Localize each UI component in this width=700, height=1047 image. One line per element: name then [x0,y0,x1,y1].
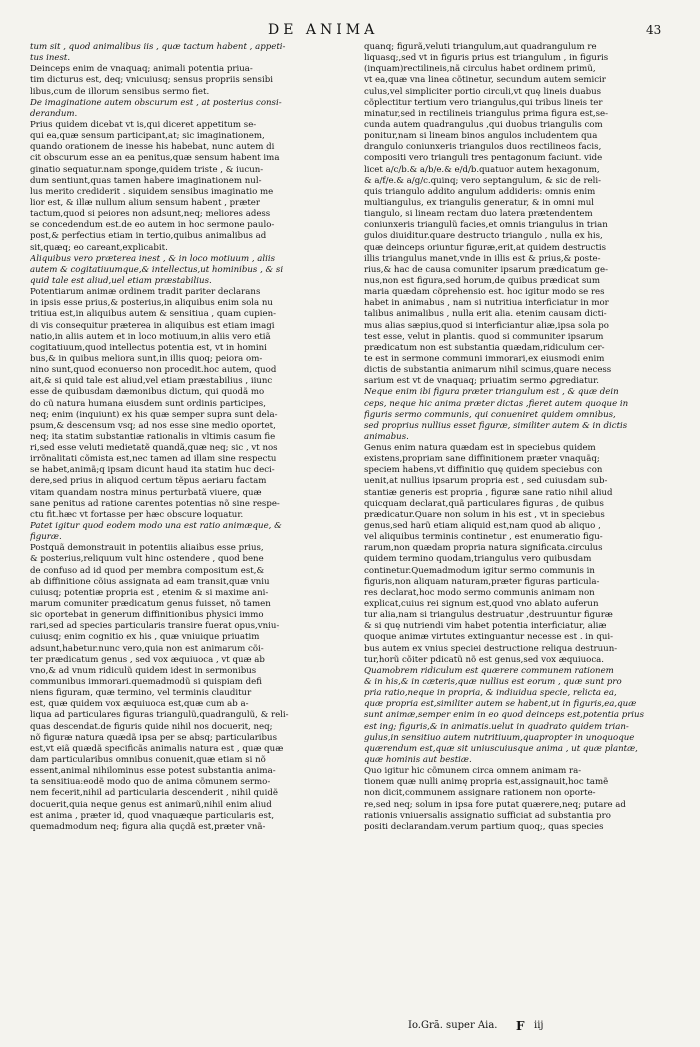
text-line: nino sunt,quod econuerso non procedit.hoc autem, quod [30,365,277,376]
text-line: Quo igitur hic cõmunem circa omnem animam ra- [364,766,582,777]
text-line: lior est, & illæ nullum alium sensum habent , præter [30,197,260,208]
text-line: ctu fit.hæc vt fortasse per hæc obscure loquatur. [30,509,244,520]
text-line: ter prædicatum genus , sed vox æquiuoca , vt quæ ab [30,654,265,665]
text-line: quæ deinceps oriuntur figuræ,erit,at quidem destructis [364,242,607,253]
page-number: 43 [646,23,662,37]
text-line: est ing; figuris,& in animatis.uelut in quadrato quidem trian- [364,721,629,732]
text-line: ceps, neque hic anima præter dictas ,fieret autem quoque in [364,398,629,409]
text-line: quicquam declarat,quã particulares figuras , de quibus [364,498,604,509]
text-line: coniunxeris triangulũ facies,et omnis triangulus in trian [364,220,608,231]
text-line: & a/f/e.& a/g/c.quinq; vero septangulum, & sic de reli- [364,175,602,186]
text-line: nus,non est figura,sed horum,de quibus prædicat sum [364,275,600,286]
text-line: cit obscurum esse an ea penitus,quæ sensum habent ima [30,153,280,164]
text-line: est,vt eiã quædã specificãs animalis natura est , quæ quæ [30,743,284,754]
text-line: libus,cum de illorum sensibus sermo fiet. [30,86,210,97]
text-line: Postquã demonstrauit in potentiis aliaibus esse prius, [30,543,264,554]
text-line: lus merito crediderit . siquidem sensibus imaginatio me [30,186,274,197]
text-line: ri,sed esse veluti medietatẽ quandã,quæ neq; sic , vt nos [30,443,278,454]
text-line: dere,sed prius in aliquod certum tẽpus aeriaru factam [30,476,267,487]
text-line: mus alias sæpius,quod si interficiantur aliæ,ipsa sola po [364,320,609,331]
text-line: post,& perfectius etiam in tertio,quibus animalibus ad [30,231,267,242]
text-line: tus inest. [30,53,71,64]
text-line: vt ea,quæ vna linea cõtinetur, secundum autem semicir [364,75,606,86]
text-line: prædicatum non est substantia quædam,ridiculum cer- [364,342,605,353]
text-line: figuræ. [30,532,62,543]
text-line: est anima , præter id, quod vnaquæque particularis est, [30,810,275,821]
text-line: quærendum est,quæ sit uniuscuiusque anima , ut quæ plantæ, [364,743,638,754]
text-line: Patet igitur quod eodem modo una est ratio animæque, & [30,521,282,532]
text-line: do cũ natura humana eiusdem sunt ordinis participes, [30,398,266,409]
right-text-column [364,42,660,833]
text-line: liquasq;,sed vt in figuris prius est triangulum , in figuris [364,53,609,64]
text-line: multiangulus, ex triangulis generatur, & in omni mul [364,197,595,208]
text-line: de confuso ad id quod per membra compositum est,& [30,565,265,576]
text-line: uenit,at nullius ipsarum propria est , sed cuiusdam sub- [364,476,608,487]
text-line: quando orationem de inesse his habebat, nunc autem di [30,142,275,153]
text-line: test esse, velut in plantis. quod si communiter ipsarum [364,331,604,342]
text-line: & posterius,reliquum vult hinc ostendere , quod bene [30,554,264,565]
text-line: rari,sed ad species particularis transire fuerat opus,vniu- [30,621,280,632]
text-line: ta sensitiua:eodẽ modo quo de anima cõmunem sermo- [30,777,271,788]
text-line: cunda autem quadrangulus ,qui duobus triangulis com [364,119,603,130]
text-line: bus,& in quibus meliora sunt,in illis quoq; peiora om- [30,353,263,364]
signature-letter: F [516,1019,525,1033]
text-line: pria ratio,neque in propria, & indiuidua specie, relicta ea, [364,688,617,699]
text-line: tritiua est,in aliquibus autem & sensitiua , quam cupien- [30,309,277,320]
text-line: tum sit , quod animalibus iis , quæ tactum habent , appeti- [30,42,286,52]
text-line: illis triangulus manet,vnde in illis est & prius,& poste- [364,253,601,264]
text-line: neq; enim (inquiunt) ex his quæ semper supra sunt dela- [30,409,278,420]
text-line: figuris,non aliquam naturam,præter figuras particula- [364,576,600,587]
text-line: & in his,& in cæteris,quæ nullius est eorum , quæ sunt pro [364,677,622,688]
signature-number: iij [534,1020,544,1031]
text-line: derandum. [30,108,78,119]
text-line: rius,& hac de causa comuniter ipsarum prædicatum ge- [364,264,609,275]
text-line: maria quædam cõprehensio est. hoc igitur modo se res [364,287,605,298]
text-line: cogitatiuum,quod intellectus potentia est, vt in homini [30,342,267,353]
text-line: quidem termino quodam,triangulus vero quibusdam [364,554,592,565]
text-line: quanq; figurã,veluti triangulum,aut quadrangulum re [364,42,597,52]
text-line: vno,& ad vnum ridiculũ quidem idest in sermonibus [30,665,257,676]
text-line: drangulo coniunxeris triangulos duos rectilineos facis, [364,142,602,153]
text-line: cuiusq; enim cognitio ex his , quæ vniuique priuatim [30,632,260,643]
text-line: niens figuram, quæ termino, vel terminis clauditur [30,688,252,699]
text-line: compositi vero trianguli tres pentagonum faciunt. vide [364,153,603,164]
text-line: habet in animabus , nam si nutritiua interficiatur in mor [364,298,609,309]
text-line: nem fecerit,nihil ad particularia descenderit , nihil quidẽ [30,788,278,799]
text-line: tionem quæ nulli animę propria est,assignauit,hoc tamẽ [364,777,609,788]
text-line: bus autem ex vnius speciei destructione reliqua destruun- [364,643,618,654]
text-line: minatur,sed in rectilineis triangulus prima figura est,se- [364,108,609,119]
text-line: quæ hominis aut bestiæ. [364,755,472,765]
text-line: quoque animæ virtutes extinguantur necesse est . in qui- [364,632,614,643]
text-line: Deinceps enim de vnaquaq; animali potentia priua- [30,64,253,75]
text-line: se concedendum est.de eo autem in hoc sermone paulo- [30,220,275,231]
text-line: ab diffinitione cõius assignata ad eam transit,quæ vniu [30,576,270,587]
text-line: liqua ad particulares figuras triangulũ,quadrangulũ, & reli- [30,710,289,721]
text-line: existens,propriam sane diffinitionem præter vnaquãq; [364,454,600,465]
running-head: DE ANIMA [268,22,379,38]
text-line: prædicatur.Quare non solum in his est , vt in speciebus [364,509,605,520]
text-line: talibus animalibus , nulla erit alia. etenim causam dicti- [364,309,607,320]
text-line: gulus,in sensitiuo autem nutritiuum,quapropter in unoquoque [364,732,635,743]
text-line: & si quę nutriendi vim habet potentia interficiatur, aliæ [364,621,607,632]
text-line: dictis de substantia animarum nihil scimus,quare necess [364,365,612,376]
text-line: Quamobrem ridiculum est quærere communem rationem [364,665,614,676]
text-line: sit,quæq; eo careant,explicabit. [30,242,168,253]
page-header [0,22,700,44]
text-line: sic oportebat in generum diffinitionibus physici immo [30,610,264,621]
text-line: psum,& descensum vsq; ad nos esse sine medio oportet, [30,420,276,431]
text-line: sarium est vt de vnaquaq; priuatim sermo ꝓgrediatur. [364,376,600,387]
text-line: esse de quibusdam dæmonibus dictum, qui quodã mo [30,387,265,398]
text-line: sed proprius nullius esset figuræ, similiter autem & in dictis [364,420,628,431]
text-line: autem & cogitatiuumque,& intellectus,ut hominibus , & si [30,264,284,275]
text-line: speciem habens,vt diffinitio quę quidem speciebus con [364,465,603,476]
text-line: ponitur,nam si lineam binos angulos includentem qua [364,131,598,142]
text-line: essent,animal nihilominus esse potest substantia anima- [30,766,276,777]
text-line: tur,horũ cõiter pdicatũ nõ est genus,sed vox æquiuoca. [364,654,604,665]
text-line: se habet,animã;q ipsam dicunt haud ita statim huc deci- [30,465,275,476]
text-line: neq; ita statim substantiæ rationalis in vltimis casum fie [30,431,276,442]
text-line: De imaginatione autem obscurum est , at posterius consi- [30,97,282,108]
text-line: quemadmodum neq; figura alia quçdã est,præter vnã- [30,821,266,832]
text-line: adsunt,habetur.nunc vero,quia non est animarum cõi- [30,643,264,654]
text-line: communibus immorari.quemadmodũ si quispiam defi [30,677,262,688]
text-line: ait,& si quid tale est aliud,vel etiam præstabilius , iiunc [30,376,273,387]
text-line: quis triangulo addito angulum addideris: omnis enim [364,186,596,197]
text-line: nõ figuræ natura quædã ipsa per se absq; particularibus [30,732,277,743]
text-line: quas descendat.de figuris quide nihil nos docuerit, neq; [30,721,273,732]
text-line: Prius quidem dicebat vt is,qui diceret appetitum se- [30,119,257,130]
text-line: continetur.Quemadmodum igitur sermo communis in [364,565,595,576]
text-line: positi declarandam.verum partium quoq;, quas species [364,821,604,832]
text-line: marum comuniter prædicatum genus fuisset, nõ tamen [30,599,271,610]
text-line: tur alia,nam si triangulus destruatur ,destruuntur figuræ [364,610,613,621]
left-text-column [30,42,326,833]
text-line: te est in sermone communi immorari,ex eiusmodi enim [364,353,605,364]
text-line: stantiæ generis est propria , figuræ sane ratio nihil aliud [364,487,613,498]
text-line: dam particularibus omnibus conuenit,quæ etiam si nõ [30,755,266,765]
text-line: Genus enim natura quædam est in speciebus quidem [364,443,596,454]
text-line: Neque enim ibi figura præter triangulum est , & quæ dein [364,387,619,398]
text-line: est, quæ quidem vox æquiuoca est,quæ cum ab a- [30,699,249,710]
text-line: ginatio sequatur.nam sponge,quidem triste , & iucun- [30,164,264,175]
text-line: gulos diuiditur.quare destructo triangulo , nulla ex his, [364,231,603,242]
text-line: in ipsis esse prius,& posterius,in aliquibus enim sola nu [30,298,273,309]
text-line: tim dicturus est, deq; vnicuiusq; sensus propriis sensibi [30,75,273,86]
text-line: dum sentiunt,quas tamen habere imaginationem nul- [30,175,262,186]
text-line: cuiusq; potentiæ propria est , etenim & si maxime ani- [30,587,269,598]
text-line: non dicit,communem assignare rationem non oporte- [364,788,596,799]
text-line: docuerit,quia neque genus est animarũ,nihil enim aliud [30,799,272,810]
text-line: animabus. [364,431,409,442]
text-line: figuris sermo communis, qui conueniret quidem omnibus, [364,409,616,420]
text-line: quid tale est aliud,uel etiam præstabilius. [30,275,212,286]
text-line: explicat,cuius rei signum est,quod vno ablato auferun [364,599,599,610]
text-line: irrõnalitati cõmista est,nec tamen ad illam sine respectu [30,454,277,465]
text-line: Potentiarum animæ ordinem tradit pariter declarans [30,287,261,298]
text-line: genus,sed harũ etiam aliquid est,nam quod ab aliquo , [364,521,601,532]
text-line: tactum,quod si peiores non adsunt,neq; meliores adess [30,209,271,220]
text-line: natio,in aliis autem et in loco motiuum,in aliis vero etiã [30,331,271,342]
text-line: vitam quandam nostra minus perturbatã viuere, quæ [30,487,262,498]
text-line: rarum,non quædam propria natura significata.circulus [364,543,603,554]
text-line: licet a/c/b.& a/b/e.& e/d/b.quatuor autem hexagonum, [364,164,600,175]
text-line: tiangulo, si lineam rectam duo latera prætendentem [364,209,593,220]
text-line: (inquam)rectilineis,nã circulus habet ordinem primũ, [364,64,596,75]
text-line: rationis vniuersalis assignatio sufficiat ad substantia pro [364,810,611,821]
signature-mark: Io.Grã. super Aia. [408,1020,498,1031]
text-line: qui ea,quæ sensum participant,at; sic imaginationem, [30,131,265,142]
text-line: vel aliquibus terminis continetur , est enumeratio figu- [364,532,603,543]
text-line: Aliquibus vero præterea inest , & in loco motiuum , aliis [30,253,276,264]
signature-line [364,1020,664,1036]
text-line: res declarat,hoc modo sermo communis animam non [364,587,595,598]
text-line: di vis consequitur præterea in aliquibus est etiam imagi [30,320,275,331]
text-line: re,sed neq; solum in ipsa fore putat quærere,neq; putare ad [364,799,626,810]
text-line: cõplectitur tertium vero triangulus,qui tribus lineis ter [364,97,603,108]
text-line: sane penitus ad ratione carentes potentias nõ sine respe- [30,498,280,509]
text-line: sunt animæ,semper enim in eo quod deinceps est,potentia prius [364,710,645,721]
text-line: culus,vel simpliciter portio circuli,vt quę lineis duabus [364,86,602,97]
text-line: quæ propria est,similiter autem se habent,ut in figuris,ea,quæ [364,699,637,710]
